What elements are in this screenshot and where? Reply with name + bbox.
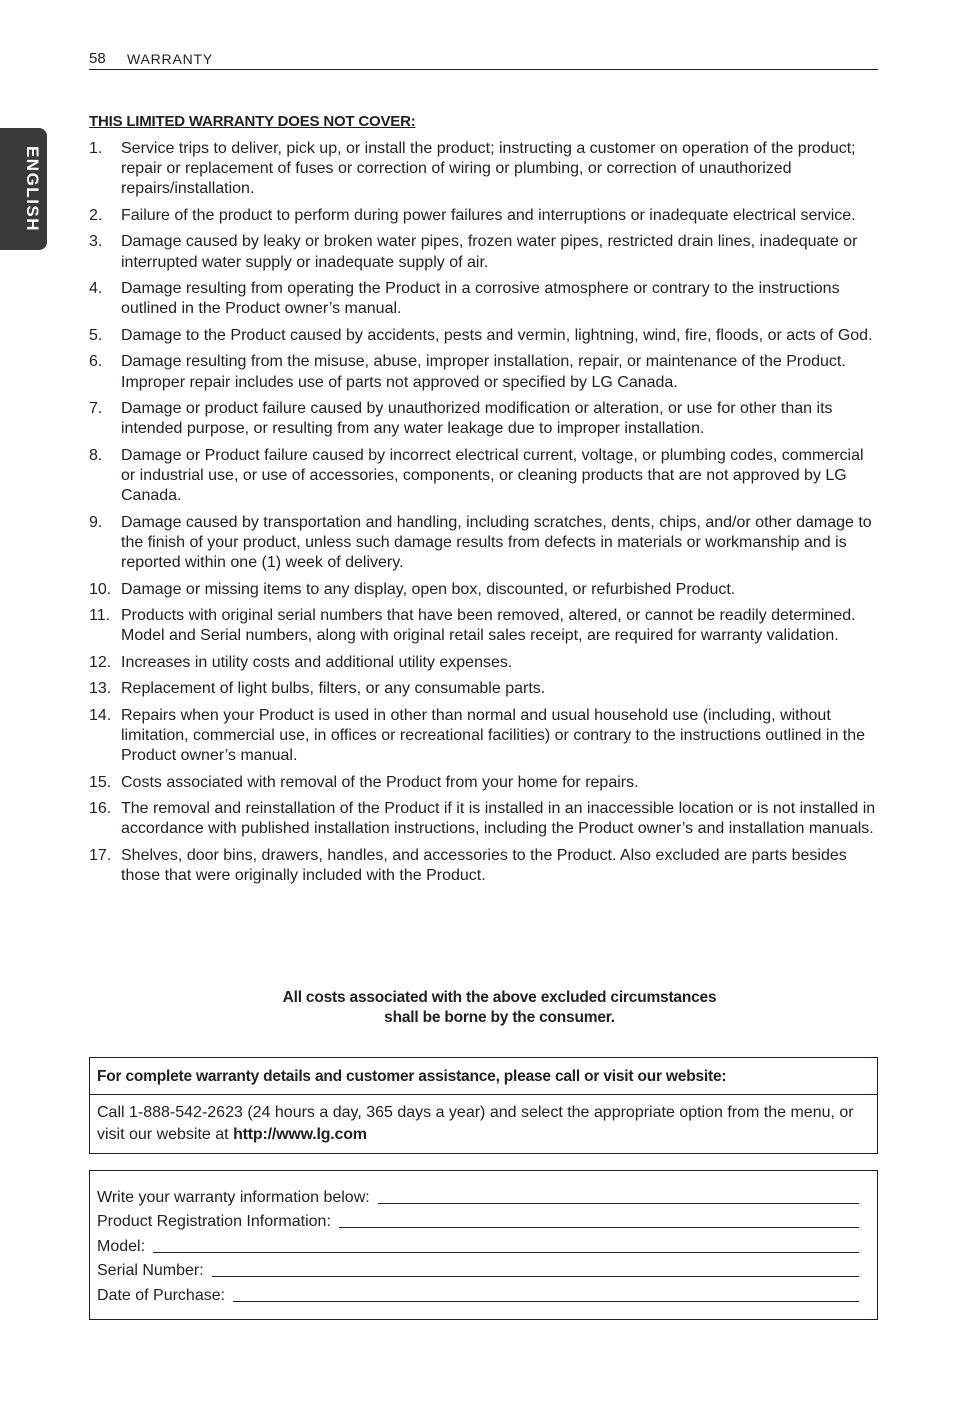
- list-item: [89, 352, 881, 392]
- list-item: [89, 399, 881, 439]
- field-label: Product Registration Information:: [97, 1213, 331, 1230]
- item-number: 13.: [89, 680, 112, 698]
- item-number: 7.: [89, 400, 103, 418]
- item-text: Failure of the product to perform during power failures and interruptions or inadequate electrical service.: [121, 206, 856, 224]
- list-item: [89, 679, 881, 699]
- list-item: [89, 446, 881, 507]
- item-number: 12.: [89, 653, 112, 671]
- item-text: The removal and reinstallation of the Product if it is installed in an inaccessible location or is not installed in accordance with published installation instructions, including the Product owner’s and installation manuals.: [121, 800, 876, 838]
- contact-text: Call 1-888-542-2623 (24 hours a day, 365 days a year) and select the appropriate option from the menu, or visit our website at: [97, 1104, 854, 1143]
- list-item: [89, 232, 881, 272]
- list-item: [89, 580, 881, 600]
- list-item: [89, 846, 881, 886]
- registration-row: [97, 1258, 859, 1280]
- item-number: 15.: [89, 773, 112, 791]
- item-number: 6.: [89, 353, 103, 371]
- list-item: [89, 653, 881, 673]
- item-text: Repairs when your Product is used in other than normal and usual household use (including, without limitation, commercial use, in offices or recreational facilities) or contrary to the instructions outlined in the Product owner’s manual.: [121, 706, 866, 765]
- item-number: 17.: [89, 846, 112, 864]
- cost-notice-line: All costs associated with the above excluded circumstances: [282, 989, 717, 1006]
- exclusions-list: [89, 139, 881, 893]
- item-number: 2.: [89, 206, 103, 224]
- list-item: [89, 799, 881, 839]
- item-text: Damage caused by transportation and handling, including scratches, dents, chips, and/or other damage to the finish of your product, unless such damage results from defects in materials or workmanship and is reported within one (1) week of delivery.: [121, 513, 872, 572]
- contact-heading: For complete warranty details and customer assistance, please call or visit our website:: [90, 1058, 877, 1095]
- fill-in-line[interactable]: [153, 1252, 859, 1253]
- item-text: Damage or Product failure caused by incorrect electrical current, voltage, or plumbing codes, commercial or industrial use, or use of accessories, components, or cleaning products that are not approved by LG Canada.: [121, 446, 864, 505]
- registration-row: [97, 1185, 859, 1207]
- registration-row: [97, 1234, 859, 1256]
- registration-row: [97, 1283, 859, 1305]
- item-text: Damage to the Product caused by accidents, pests and vermin, lightning, wind, fire, floods, or acts of God.: [121, 326, 873, 344]
- list-item: [89, 706, 881, 767]
- item-text: Costs associated with removal of the Product from your home for repairs.: [121, 773, 639, 791]
- fill-in-line[interactable]: [233, 1301, 859, 1302]
- fill-in-line[interactable]: [378, 1203, 859, 1204]
- item-number: 3.: [89, 233, 103, 251]
- fill-in-line[interactable]: [212, 1276, 859, 1277]
- field-label: Serial Number:: [97, 1262, 204, 1279]
- item-text: Damage resulting from operating the Product in a corrosive atmosphere or contrary to the instructions outlined in the Product owner’s manual.: [121, 280, 840, 318]
- item-text: Damage or product failure caused by unauthorized modification or alteration, or use for other than its intended purpose, or resulting from any water leakage due to improper installation.: [121, 400, 833, 438]
- page-header: [89, 49, 878, 70]
- list-item: [89, 206, 881, 226]
- list-item: [89, 513, 881, 574]
- item-text: Service trips to deliver, pick up, or install the product; instructing a customer on operation of the product; repair or replacement of fuses or correction of wiring or plumbing, or correction of unauthorized repairs/installation.: [121, 140, 856, 198]
- item-text: Damage or missing items to any display, open box, discounted, or refurbished Product.: [121, 580, 736, 598]
- registration-box: [89, 1170, 878, 1320]
- language-tab-label: ENGLISH: [23, 145, 42, 233]
- page-number: 58: [89, 50, 106, 67]
- item-number: 14.: [89, 706, 112, 724]
- item-text: Damage caused by leaky or broken water pipes, frozen water pipes, restricted drain lines, inadequate or interrupted water supply or inadequate supply of air.: [121, 233, 858, 271]
- list-item: [89, 279, 881, 319]
- item-text: Increases in utility costs and additional utility expenses.: [121, 653, 513, 671]
- item-number: 5.: [89, 326, 103, 344]
- fill-in-line[interactable]: [339, 1227, 859, 1228]
- list-item: [89, 139, 881, 200]
- item-number: 1.: [89, 140, 103, 157]
- item-number: 11.: [89, 607, 111, 625]
- language-tab: [0, 128, 47, 250]
- field-label: Model:: [97, 1238, 146, 1255]
- cost-notice: [89, 988, 910, 1028]
- item-text: Products with original serial numbers that have been removed, altered, or cannot be readily determined. Model and Serial numbers, along with original retail sales receipt, are required for warranty validation.: [121, 607, 856, 645]
- field-label: Write your warranty information below:: [97, 1189, 370, 1206]
- item-text: Shelves, door bins, drawers, handles, and accessories to the Product. Also excluded are parts besides those that were originally included with the Product.: [121, 846, 847, 885]
- item-text: Damage resulting from the misuse, abuse, improper installation, repair, or maintenance of the Product. Improper repair includes use of parts not approved or specified by LG Canada.: [121, 353, 846, 391]
- item-number: 10.: [89, 580, 112, 598]
- field-label: Date of Purchase:: [97, 1287, 226, 1304]
- section-name: WARRANTY: [127, 51, 213, 67]
- item-text: Replacement of light bulbs, filters, or any consumable parts.: [121, 680, 546, 698]
- contact-box: [89, 1057, 878, 1154]
- item-number: 16.: [89, 800, 112, 818]
- list-item: [89, 326, 881, 346]
- list-item: [89, 773, 881, 793]
- item-number: 8.: [89, 446, 103, 464]
- contact-body: [90, 1095, 877, 1146]
- cost-notice-line: shall be borne by the consumer.: [384, 1009, 615, 1026]
- registration-row: [97, 1209, 859, 1231]
- section-title: THIS LIMITED WARRANTY DOES NOT COVER:: [89, 113, 416, 130]
- list-item: [89, 606, 881, 646]
- item-number: 4.: [89, 280, 103, 298]
- item-number: 9.: [89, 513, 103, 531]
- website-link[interactable]: http://www.lg.com: [233, 1126, 367, 1143]
